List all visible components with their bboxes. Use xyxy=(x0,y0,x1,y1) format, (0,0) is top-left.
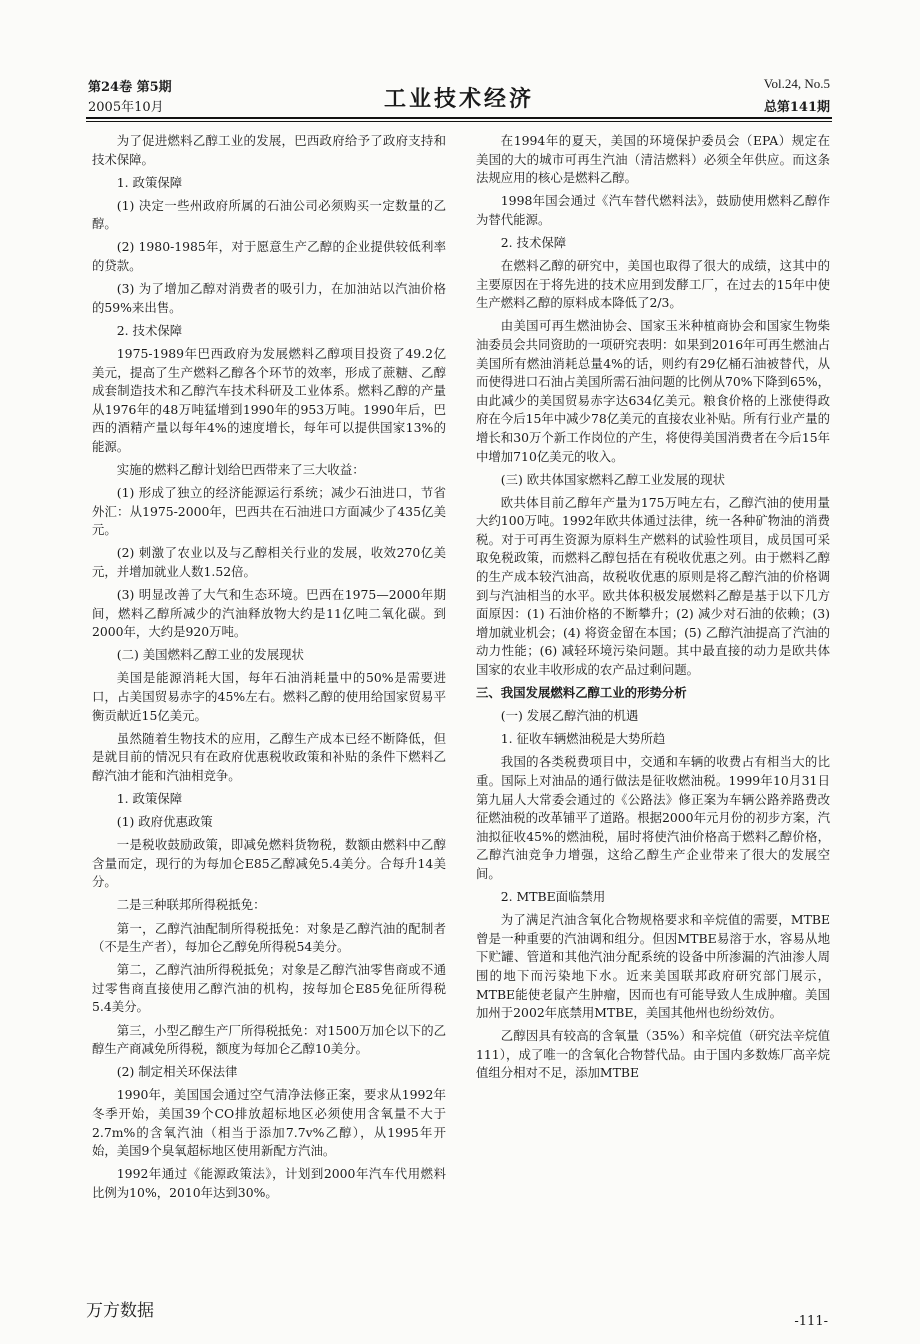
header-rule-thick xyxy=(86,117,832,119)
paragraph: 为了促进燃料乙醇工业的发展，巴西政府给予了政府支持和技术保障。 xyxy=(92,133,446,167)
paragraph: 由美国可再生燃油协会、国家玉米种植商协会和国家生物柴油委员会共同资助的一项研究表明：如果到2016年可再生燃油占美国所有燃油消耗总量4%的话，则约有29亿桶石油被替代，从而使得进口石油占美国所需石油问题的比例从70%下降到65%，由此减少的美国贸易赤字达634亿美元。粮食价格的上涨使得政府在今后15年中减少78亿美元的直接农业补贴。所有行业产量的增长和30万个新工作岗位的产生，将使得美国消费者在今后15年中增加710亿美元的收入。 xyxy=(476,318,830,464)
paragraph: (2) 刺激了农业以及与乙醇相关行业的发展，收效270亿美元，并增加就业人数1.52倍。 xyxy=(92,545,446,579)
paragraph: 1. 征收车辆燃油税是大势所趋 xyxy=(500,731,666,747)
paragraph: 1975-1989年巴西政府为发展燃料乙醇项目投资了49.2亿美元，提高了生产燃料乙醇各个环节的效率，形成了蔗糖、乙醇成套制造技术和乙醇汽车技术科研及工业体系。燃料乙醇的产量从1976年的48万吨猛增到1990年的953万吨。1990年后，巴西的酒精产量以每年4%的速度增长，每年可以提供国家13%的能源。 xyxy=(92,345,446,454)
volume-issue-cn: 第24卷 第5期 xyxy=(88,80,172,95)
paragraph: 三、我国发展燃料乙醇工业的形势分析 xyxy=(476,685,687,701)
journal-title: 工业技术经济 xyxy=(383,86,534,112)
paragraph: (2) 制定相关环保法律 xyxy=(116,1064,238,1080)
paragraph: 在1994年的夏天，美国的环境保护委员会（EPA）规定在美国的大的城市可再生汽油（清洁燃料）必须全年供应。而这条法规应用的核心是燃料乙醇。 xyxy=(476,133,830,186)
paragraph: (一) 发展乙醇汽油的机遇 xyxy=(500,708,639,724)
header-rule-thin xyxy=(86,121,832,122)
paragraph: 2. 技术保障 xyxy=(116,322,183,338)
paragraph: 第二，乙醇汽油所得税抵免；对象是乙醇汽油零售商或不通过零售商直接使用乙醇汽油的机构，按每加仑E85免征所得税5.4美分。 xyxy=(92,962,446,1015)
paragraph: 1. 政策保障 xyxy=(116,791,183,806)
paragraph: (1) 形成了独立的经济能源运行系统；减少石油进口，节省外汇：从1975-2000年，巴西共在石油进口方面减少了435亿美元。 xyxy=(92,485,446,538)
source-mark: 万方数据 xyxy=(86,1301,154,1321)
paragraph: 第一，乙醇汽油配制所得税抵免：对象是乙醇汽油的配制者（不是生产者），每加仑乙醇免所得税54美分。 xyxy=(92,920,446,955)
paragraph: (2) 1980-1985年，对于愿意生产乙醇的企业提供较低利率的贷款。 xyxy=(92,239,446,274)
paragraph: 虽然随着生物技术的应用，乙醇生产成本已经不断降低，但是就目前的情况只有在政府优惠税收政策和补贴的条件下燃料乙醇汽油才能和汽油相竞争。 xyxy=(92,730,446,783)
paragraph: (3) 为了增加乙醇对消费者的吸引力，在加油站以汽油价格的59%来出售。 xyxy=(92,281,446,315)
paragraph: 2. 技术保障 xyxy=(500,234,567,250)
left-column xyxy=(92,132,446,1292)
paragraph: 乙醇因具有较高的含氧量（35%）和辛烷值（研究法辛烷值111），成了唯一的含氧化合物替代品。由于国内多数炼厂高辛烷值组分相对不足，添加MTBE xyxy=(476,1028,830,1081)
publication-date: 2005年10月 xyxy=(88,100,164,115)
paragraph: (1) 决定一些州政府所属的石油公司必须购买一定数量的乙醇。 xyxy=(92,197,446,232)
paragraph: 1990年，美国国会通过空气清净法修正案，要求从1992年冬季开始，美国39个CO排放超标地区必须使用含氧量不大于2.7m%的含氧汽油（相当于添加7.7v%乙醇），从1995年开始，美国9个臭氧超标地区使用新配方汽油。 xyxy=(92,1087,446,1159)
paragraph: 1. 政策保障 xyxy=(116,174,183,190)
paragraph: 第三，小型乙醇生产厂所得税抵免：对1500万加仑以下的乙醇生产商减免所得税，额度为每加仑乙醇10美分。 xyxy=(92,1022,446,1057)
volume-issue-en: Vol.24, No.5 xyxy=(763,76,830,91)
page-header xyxy=(88,76,830,116)
paragraph: 1998年国会通过《汽车替代燃料法》，鼓励使用燃料乙醇作为替代能源。 xyxy=(476,193,830,227)
paragraph: 我国的各类税费项目中，交通和车辆的收费占有相当大的比重。国际上对油品的通行做法是征收燃油税。1999年10月31日第九届人大常委会通过的《公路法》修正案为车辆公路养路费改征燃油税的改革铺平了道路。根据2000年元月份的初步方案，汽油拟征收45%的燃油税，届时将使汽油价格高于燃料乙醇价格，乙醇汽油竞争力增强，这给乙醇生产企业带来了很大的发展空间。 xyxy=(476,754,830,881)
paragraph: (3) 明显改善了大气和生态环境。巴西在1975—2000年期间，燃料乙醇所减少的汽油释放物大约是11亿吨二氧化碳。到2000年，大约是920万吨。 xyxy=(92,587,446,640)
paragraph: 2. MTBE面临禁用 xyxy=(500,889,606,905)
paragraph: (三) 欧共体国家燃料乙醇工业发展的现状 xyxy=(500,471,726,487)
paragraph: 为了满足汽油含氧化合物规格要求和辛烷值的需要，MTBE曾是一种重要的汽油调和组分。但因MTBE易溶于水，容易从地下贮罐、管道和其他汽油分配系统的设备中所渗漏的汽油渗人周围的地下而污染地下水。近来美国联邦政府研究部门展示，MTBE能使老鼠产生肿瘤，因而也有可能导致人生成肿瘤。美国加州于2002年底禁用MTBE，美国其他州也纷纷效仿。 xyxy=(476,912,830,1021)
total-issue: 总第141期 xyxy=(763,100,830,115)
paragraph: 美国是能源消耗大国，每年石油消耗量中的50%是需要进口，占美国贸易赤字的45%左右。燃料乙醇的使用给国家贸易平衡贡献近15亿美元。 xyxy=(92,670,446,723)
right-column xyxy=(476,132,830,1292)
paragraph: (二) 美国燃料乙醇工业的发展现状 xyxy=(116,647,304,663)
paragraph: 实施的燃料乙醇计划给巴西带来了三大收益： xyxy=(116,462,365,477)
paragraph: 二是三种联邦所得税抵免： xyxy=(116,897,266,913)
paragraph: (1) 政府优惠政策 xyxy=(116,814,213,830)
paragraph: 在燃料乙醇的研究中，美国也取得了很大的成绩，这其中的主要原因在于将先进的技术应用到发酵工厂，在过去的15年中使生产燃料乙醇的原料成本降低了2/3。 xyxy=(476,258,830,311)
paragraph: 一是税收鼓励政策，即减免燃料货物税，数额由燃料中乙醇含量而定，现行的为每加仑E85乙醇减免5.4美分。合每升14美分。 xyxy=(92,837,446,890)
paragraph: 欧共体目前乙醇年产量为175万吨左右，乙醇汽油的使用量大约100万吨。1992年欧共体通过法律，统一各种矿物油的消费税。对于可再生资源为原料生产燃料的试验性项目，成员国可采取免税政策，而燃料乙醇包括在有税收优惠之列。由于燃料乙醇的生产成本较汽油高，故税收优惠的原则是将乙醇汽油的价格调到与汽油相当的水平。欧共体积极发展燃料乙醇是基于以下几方面原因：(1) 石油价格的不断攀升；(2) 减少对石油的依赖；(3) 增加就业机会；(4) 将资金留在本国；(5) 乙醇汽油提高了汽油的动力性能；(6) 减轻环境污染问题。其中最直接的动力是欧共体国家的农业丰收形成的农产品过剩问题。 xyxy=(476,494,830,678)
paragraph: 1992年通过《能源政策法》，计划到2000年汽车代用燃料比例为10%，2010年达到30%。 xyxy=(92,1166,446,1200)
page-number: -111- xyxy=(794,1314,828,1329)
